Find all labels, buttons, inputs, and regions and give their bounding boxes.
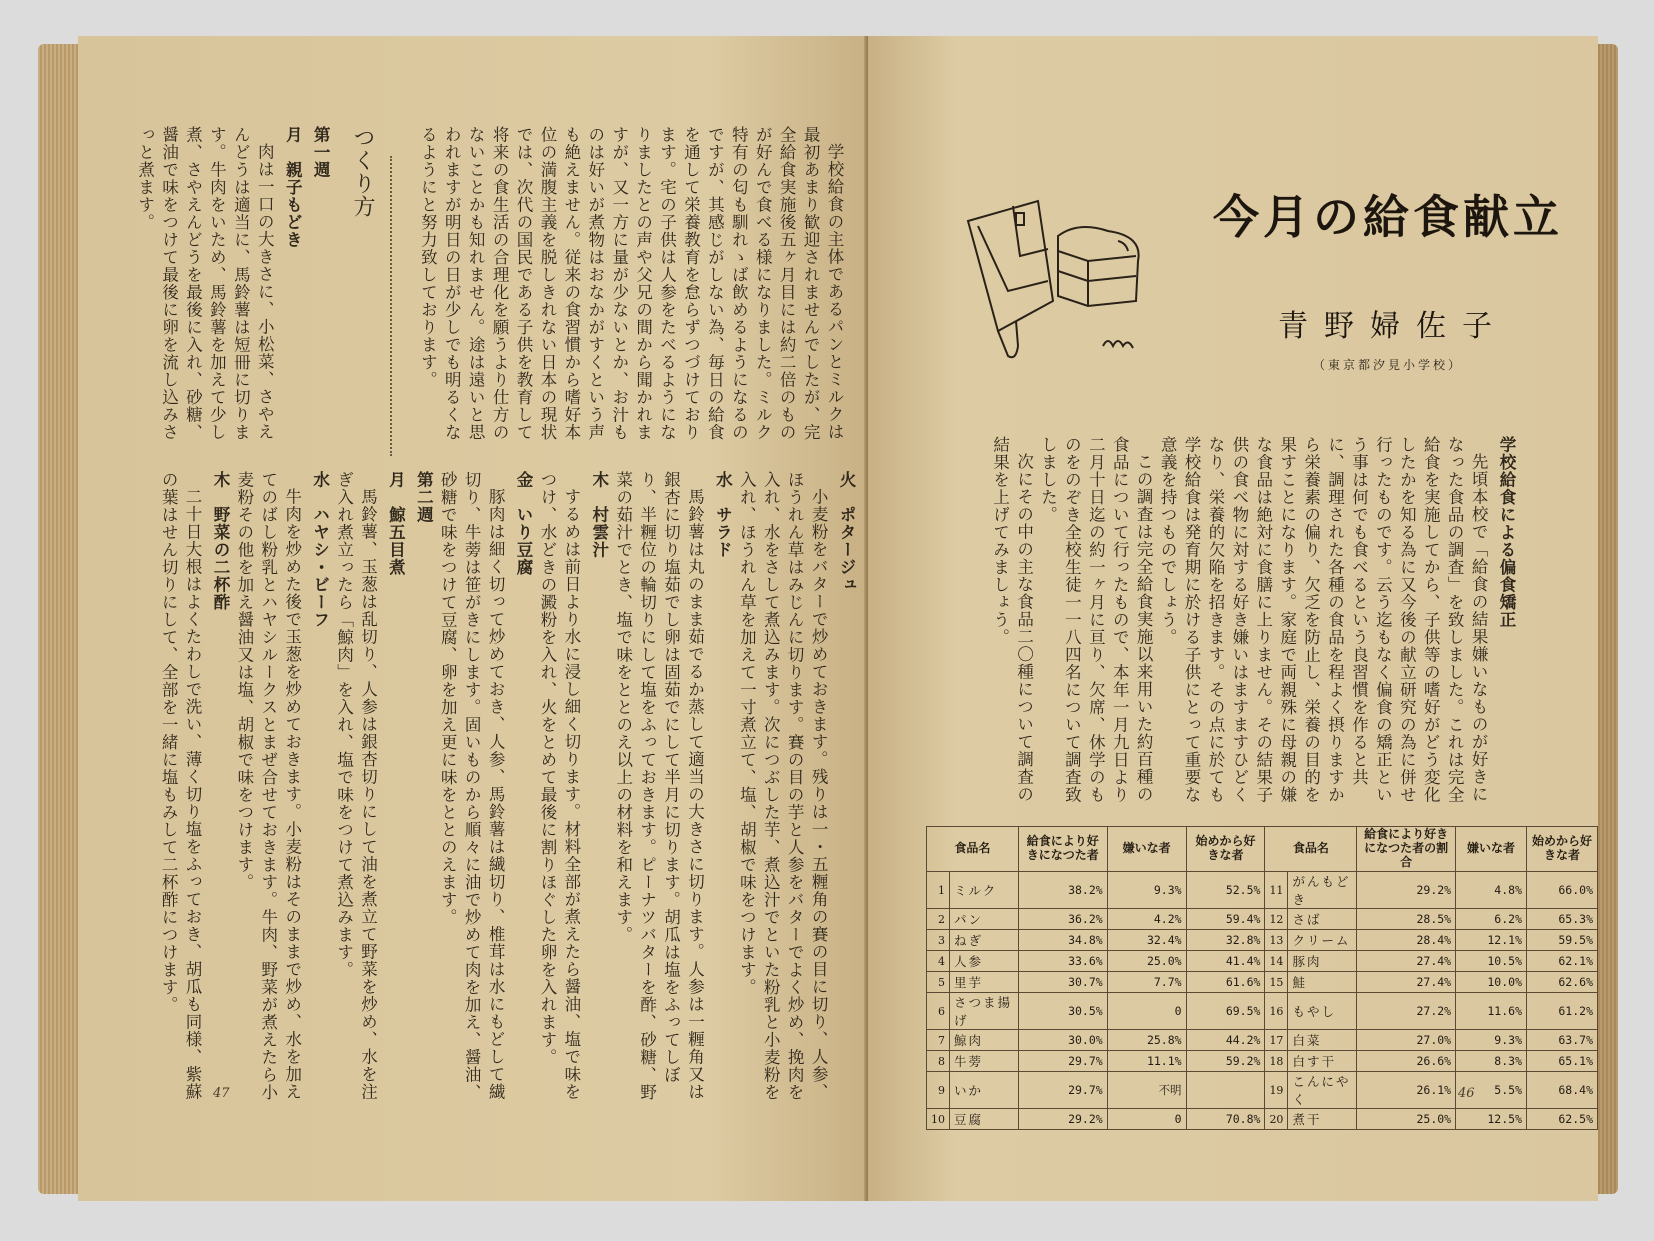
col-header-dislike: 嫌いな者 (1107, 827, 1186, 872)
table-row (927, 1072, 1598, 1109)
table-cell: 11.1% (1107, 1051, 1186, 1072)
table-cell: 豆腐 (950, 1109, 1019, 1130)
recipe-heading: つくり方 (350, 126, 375, 218)
table-cell: 26.1% (1357, 1072, 1456, 1109)
table-cell: さつま揚げ (950, 993, 1019, 1030)
article-title: 今月の給食献立 (1213, 190, 1563, 244)
table-cell: 12.5% (1456, 1109, 1527, 1130)
table-cell: こんにやく (1288, 1072, 1357, 1109)
table-cell: 9.3% (1456, 1030, 1527, 1051)
table-cell: 20 (1265, 1109, 1288, 1130)
table-row (927, 993, 1598, 1030)
table-cell: がんもどき (1288, 872, 1357, 909)
table-cell: 3 (927, 930, 950, 951)
dish-salad-title: 水 サラド (713, 471, 733, 559)
table-cell: 26.6% (1357, 1051, 1456, 1072)
table-cell: 30.0% (1018, 1030, 1107, 1051)
table-row (927, 1030, 1598, 1051)
page-stack-right (1596, 44, 1618, 1194)
table-row (927, 1051, 1598, 1072)
col-header-became-liked: 給食により好きになつた者 (1018, 827, 1107, 872)
table-cell: 61.6% (1186, 972, 1265, 993)
table-cell: 38.2% (1018, 872, 1107, 909)
dish-salad-text: 馬鈴薯は丸のまま茹でるか蒸して適当の大きさに切ります。人参は一糎角又は銀杏に切り塩茹でし卵は固茹でにして半月に切ります。胡瓜は塩をふってしぼり、半糎位の輪切りにして塩をふっておきます。ピーナツバターを酢、砂糖、野菜の茹汁でとき、塩で味をととのえ以上の材料を和えます。 (613, 471, 705, 1101)
author-affiliation: （東京都汐見小学校） (1313, 358, 1464, 372)
table-cell: 44.2% (1186, 1030, 1265, 1051)
table-cell: 27.4% (1357, 951, 1456, 972)
table-cell: 9 (927, 1072, 950, 1109)
table-cell: 27.4% (1357, 972, 1456, 993)
left-page (78, 36, 868, 1201)
table-cell (1186, 1072, 1265, 1109)
article-subheading: 学校給食による偏食矯正 (1497, 436, 1516, 629)
table-cell: 0 (1107, 1109, 1186, 1130)
table-cell: さば (1288, 909, 1357, 930)
intro-paragraph: 学校給食の主体であるパンとミルクは最初あまり歓迎されませんでしたが、完全給食実施後五ヶ月目には約二倍のものが好んで食べる様になりました。ミルク特有の匂も馴れゝば飲めるようになるのですが、其感じがしない為、毎日の給食を通して栄養教育を怠らずつづけております。宅の子供は人参をたべるようになりましたとの声や父兄の間から聞かれますが、又一方に量が少ないとか、お汁ものは好いが煮物はおなかがすくという声も絶えません。従来の食習慣から嗜好本位の満腹主義を脱しきれない日本の現状では、次代の国民である子供を教育して将来の食生活の合理化を願うより仕方のないことかも知れません。途は遠いと思われますが明日の日が少しでも明るくなるようにと努力致しております。 (418, 126, 844, 441)
table-cell: 19 (1265, 1072, 1288, 1109)
dish-iridofu-text: 豚肉は細く切って炒めておき、人参、馬鈴薯は繊切り、椎茸は水にもどして繊切り、牛蒡は笹がきにします。固いものから順々に油で炒めて肉を加え、醤油、砂糖で味をつけて豆腐、卵を加え更に味をととのえます。 (438, 471, 506, 1101)
week2-label: 第二週 (414, 471, 434, 524)
table-cell: 36.2% (1018, 909, 1107, 930)
dish-kujira-text: 馬鈴薯、玉葱は乱切り、人参は銀杏切りにして油を煮立て野菜を炒め、水を注ぎ入れ煮立ったら「鯨肉」を入れ、塩で味をつけて煮込みます。 (334, 471, 378, 1100)
table-cell: ねぎ (950, 930, 1019, 951)
table-cell: 4.8% (1456, 872, 1527, 909)
table-cell: 10 (927, 1109, 950, 1130)
table-cell: 34.8% (1018, 930, 1107, 951)
table-cell: 4 (927, 951, 950, 972)
table-cell: 14 (1265, 951, 1288, 972)
survey-table (926, 826, 1598, 1130)
recipe-lower-block (159, 471, 858, 1111)
table-cell: 8 (927, 1051, 950, 1072)
table-cell: 65.1% (1527, 1051, 1598, 1072)
bread-sketch-illustration (958, 181, 1158, 366)
table-cell: 10.5% (1456, 951, 1527, 972)
table-cell: クリーム (1288, 930, 1357, 951)
col-header-liked-from-start: 始めから好きな者 (1186, 827, 1265, 872)
table-cell: 7 (927, 1030, 950, 1051)
table-cell: 白菜 (1288, 1030, 1357, 1051)
table-cell: 9.3% (1107, 872, 1186, 909)
table-cell: 人参 (950, 951, 1019, 972)
table-cell: 29.7% (1018, 1051, 1107, 1072)
table-cell: 豚肉 (1288, 951, 1357, 972)
col-header-dislike-2: 嫌いな者 (1456, 827, 1527, 872)
table-cell: 6 (927, 993, 950, 1030)
table-cell: 煮干 (1288, 1109, 1357, 1130)
table-cell: 鮭 (1288, 972, 1357, 993)
table-row (927, 872, 1598, 909)
table-cell: 29.2% (1357, 872, 1456, 909)
table-cell: 11.6% (1456, 993, 1527, 1030)
table-cell: 28.4% (1357, 930, 1456, 951)
table-cell: 59.4% (1186, 909, 1265, 930)
dotted-separator (390, 156, 392, 456)
dish-hayashi-text: 牛肉を炒めた後で玉葱を炒めておきます。小麦粉はそのままで炒め、水を加えてのばし粉乳とハヤシルークスとまぜ合せておきます。牛肉、野菜が煮えたら小麦粉その他を加え醤油又は塩、胡椒で味をつけます。 (234, 471, 302, 1101)
table-cell: 65.3% (1527, 909, 1598, 930)
table-cell: 牛蒡 (950, 1051, 1019, 1072)
table-cell: 30.5% (1018, 993, 1107, 1030)
article-paragraph-2: この調査は完全給食実施以来用いた約百種の食品について行ったもので、本年一月九日より二月十日迄の約一ヶ月に亘り、欠席、休学のものをのぞき全校生徒一一八四名について調査致しました。 (1038, 436, 1154, 804)
table-cell: 16 (1265, 993, 1288, 1030)
table-cell: 27.2% (1357, 993, 1456, 1030)
table-cell: 4.2% (1107, 909, 1186, 930)
table-cell: 41.4% (1186, 951, 1265, 972)
table-cell: 32.8% (1186, 930, 1265, 951)
table-cell: 61.2% (1527, 993, 1598, 1030)
intro-text (418, 126, 846, 456)
table-header-row (927, 827, 1598, 872)
table-cell: 鯨肉 (950, 1030, 1019, 1051)
table-cell: 63.7% (1527, 1030, 1598, 1051)
table-cell: 62.5% (1527, 1109, 1598, 1130)
table-cell: 15 (1265, 972, 1288, 993)
table-cell: 52.5% (1186, 872, 1265, 909)
table-cell: 12.1% (1456, 930, 1527, 951)
table-cell: パン (950, 909, 1019, 930)
article-body (958, 436, 1518, 806)
table-cell: 6.2% (1456, 909, 1527, 930)
open-magazine (38, 32, 1618, 1207)
table-row (927, 951, 1598, 972)
table-cell: 29.2% (1018, 1109, 1107, 1130)
table-cell: 7.7% (1107, 972, 1186, 993)
right-page (868, 36, 1598, 1201)
article-paragraph-3: 次にその中の主な食品二〇種について調査の結果を上げてみましょう。 (990, 436, 1034, 803)
table-cell: 28.5% (1357, 909, 1456, 930)
table-cell: 30.7% (1018, 972, 1107, 993)
table-cell: 59.5% (1527, 930, 1598, 951)
table-row (927, 972, 1598, 993)
table-cell: 68.4% (1527, 1072, 1598, 1109)
table-cell: 8.3% (1456, 1051, 1527, 1072)
table-cell: 62.6% (1527, 972, 1598, 993)
table-cell: 13 (1265, 930, 1288, 951)
recipe-week1-start (135, 126, 378, 456)
table-cell: 17 (1265, 1030, 1288, 1051)
table-cell: もやし (1288, 993, 1357, 1030)
table-row (927, 930, 1598, 951)
table-cell: 62.1% (1527, 951, 1598, 972)
table-cell: 白す干 (1288, 1051, 1357, 1072)
dish-murakumo-text: するめは前日より水に浸し細く切ります。材料全部が煮えたら醤油、塩で味をつけ、水どきの澱粉を入れ、火をとめて最後に割りほぐした卵を入れます。 (537, 471, 581, 1100)
table-cell: 69.5% (1186, 993, 1265, 1030)
dish-murakumo-title: 木 村雲汁 (589, 471, 609, 559)
dish-potage-text: 小麦粉をバターで炒めておきます。残りは一・五糎角の賽の目に切り、人参、ほうれん草はみじんに切ります。賽の目の芋と人参をバターでよく炒め、挽肉を入れ、水をさして煮込みます。次につぶした芋、煮込汁でといた粉乳と小麦粉を入れ、ほうれん草を加えて一寸煮立て、塩、胡椒で味をつけます。 (737, 471, 829, 1101)
dish-nihaizu-title: 木 野菜の二杯酢 (210, 471, 230, 611)
dish-iridofu-title: 金 いり豆腐 (514, 471, 534, 576)
table-cell: 66.0% (1527, 872, 1598, 909)
dish-oyako-title: 月 親子もどき (283, 126, 303, 249)
table-cell: 11 (1265, 872, 1288, 909)
table-cell: 12 (1265, 909, 1288, 930)
table-cell: 里芋 (950, 972, 1019, 993)
dish-oyako-text: 肉は一口の大きさに、小松菜、さやえんどうは適当に、馬鈴薯は短冊に切ります。牛肉をいため、馬鈴薯を加えて少し煮、さやえんどうを最後に入れ、砂糖、醤油で味をつけて最後に卵を流し込みさっと煮ます。 (135, 126, 275, 441)
page-number-right: 46 (1458, 1086, 1475, 1101)
table-cell: 18 (1265, 1051, 1288, 1072)
dish-nihaizu-text: 二十日大根はよくたわしで洗い、薄く切り塩をふっておき、胡瓜も同様、紫蘇の葉はせん切りにして、全部を一緒に塩もみして二杯酢につけます。 (159, 471, 203, 1100)
table-cell: 70.8% (1186, 1109, 1265, 1130)
table-cell: ミルク (950, 872, 1019, 909)
table-cell: 10.0% (1456, 972, 1527, 993)
col-header-food: 食品名 (927, 827, 1019, 872)
table-row (927, 909, 1598, 930)
table-cell: 25.8% (1107, 1030, 1186, 1051)
dish-kujira-title: 月 鯨五目煮 (386, 471, 406, 576)
col-header-liked-from-start-2: 始めから好きな者 (1527, 827, 1598, 872)
table-cell: 25.0% (1107, 951, 1186, 972)
dish-hayashi-title: 水 ハヤシ・ビーフ (310, 471, 330, 629)
table-cell: 27.0% (1357, 1030, 1456, 1051)
week1-label: 第一週 (311, 126, 331, 179)
page-number-left: 47 (213, 1086, 230, 1101)
col-header-became-liked-ratio: 給食により好きになつた者の割合 (1357, 827, 1456, 872)
table-cell: 33.6% (1018, 951, 1107, 972)
table-cell: 0 (1107, 993, 1186, 1030)
table-cell: いか (950, 1072, 1019, 1109)
table-cell: 25.0% (1357, 1109, 1456, 1130)
table-cell: 32.4% (1107, 930, 1186, 951)
table-cell: 2 (927, 909, 950, 930)
table-cell: 5 (927, 972, 950, 993)
table-cell: 59.2% (1186, 1051, 1265, 1072)
col-header-food-2: 食品名 (1265, 827, 1357, 872)
table-cell: 5.5% (1456, 1072, 1527, 1109)
dish-potage-title: 火 ポタージュ (837, 471, 856, 594)
table-row (927, 1109, 1598, 1130)
table-cell: 29.7% (1018, 1072, 1107, 1109)
table-cell: 不明 (1107, 1072, 1186, 1109)
author-name: 青野婦佐子 (1278, 309, 1508, 344)
table-cell: 1 (927, 872, 950, 909)
article-paragraph-1: 先頃本校で「給食の結果嫌いなものが好きになった食品の調査」を致しました。これは完全給食を実施してから、子供等の嗜好がどう変化したかを知る為に又今後の献立研究の為に併せ行ったものです。云う迄もなく偏食の矯正という事は何でも食べるという良習慣を作ると共に、調理された各種の食品を程よく摂りますから栄養素の偏り、欠乏を防止し、栄養の目的を果すことになります。家庭で両親殊に母親の嫌な食品は絶対に食膳に上りません。その結果子供の食べ物に対する好き嫌いはますますひどくなり、栄養的欠陥を招きます。その点に於ても学校給食は発育期に於ける子供にとって重要な意義を持つものでしょう。 (1158, 436, 1489, 804)
